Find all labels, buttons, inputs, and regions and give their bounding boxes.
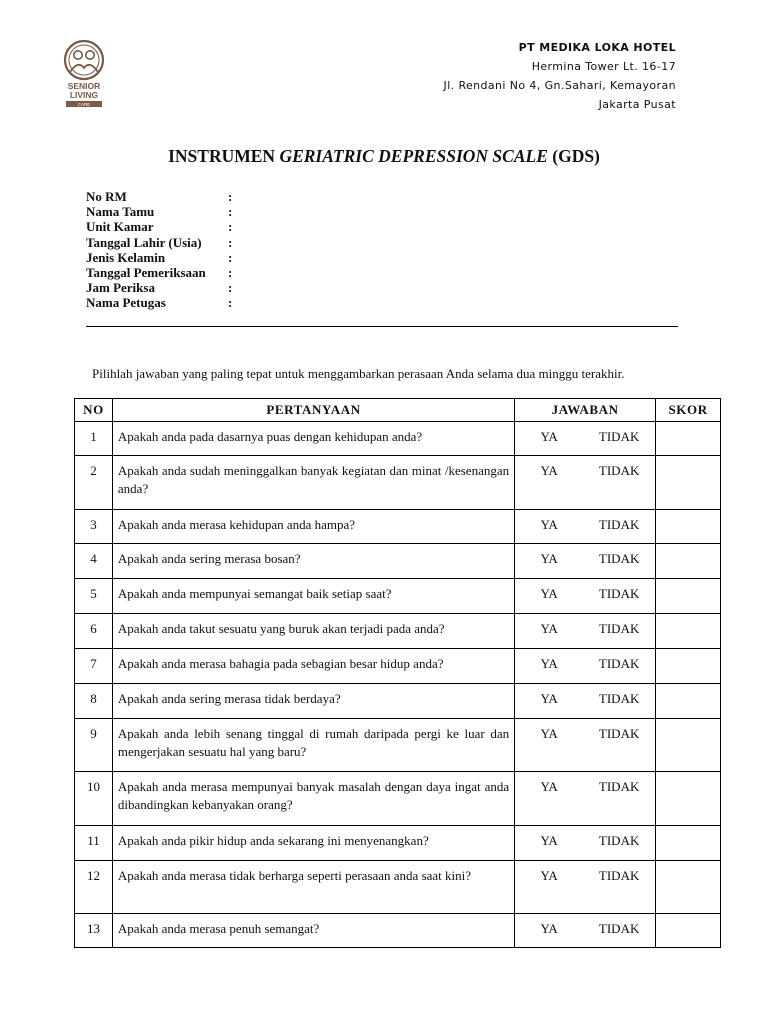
answer-cell xyxy=(515,826,656,861)
answer-tidak[interactable]: TIDAK xyxy=(598,726,640,741)
row-number: 12 xyxy=(75,861,113,914)
table-row xyxy=(75,719,721,772)
answer-tidak[interactable]: TIDAK xyxy=(598,779,640,794)
question-text: Apakah anda lebih senang tinggal di rumah daripada pergi ke luar dan mengerjakan sesuatu hal yang baru? xyxy=(112,719,514,772)
answer-tidak[interactable]: TIDAK xyxy=(598,621,640,636)
score-cell[interactable] xyxy=(656,510,721,544)
score-cell[interactable] xyxy=(656,826,721,861)
answer-ya[interactable]: YA xyxy=(540,779,558,794)
table-row xyxy=(75,826,721,861)
score-cell[interactable] xyxy=(656,422,721,456)
company-name: PT MEDIKA LOKA HOTEL xyxy=(518,41,676,54)
answer-cell xyxy=(515,579,656,614)
answer-cell xyxy=(515,914,656,948)
answer-tidak[interactable]: TIDAK xyxy=(598,656,640,671)
row-number: 2 xyxy=(75,456,113,510)
table-row xyxy=(75,579,721,614)
instruction-text: Pilihlah jawaban yang paling tepat untuk menggambarkan perasaan Anda selama dua minggu terakhir. xyxy=(92,366,625,381)
answer-ya[interactable]: YA xyxy=(540,726,558,741)
gds-table xyxy=(74,398,721,948)
question-text: Apakah anda pikir hidup anda sekarang ini menyenangkan? xyxy=(112,826,514,861)
answer-ya[interactable]: YA xyxy=(540,621,558,636)
question-text: Apakah anda sering merasa bosan? xyxy=(112,544,514,579)
row-number: 6 xyxy=(75,614,113,649)
answer-cell xyxy=(515,456,656,510)
score-cell[interactable] xyxy=(656,684,721,719)
question-text: Apakah anda takut sesuatu yang buruk akan terjadi pada anda? xyxy=(112,614,514,649)
answer-ya[interactable]: YA xyxy=(540,463,558,478)
address-line-2: Jl. Rendani No 4, Gn.Sahari, Kemayoran xyxy=(443,79,676,92)
answer-tidak[interactable]: TIDAK xyxy=(598,429,640,444)
answer-ya[interactable]: YA xyxy=(540,517,558,532)
divider-line xyxy=(86,326,678,327)
senior-living-care-logo xyxy=(58,38,110,114)
answer-tidak[interactable]: TIDAK xyxy=(598,868,640,883)
question-text: Apakah anda sudah meninggalkan banyak kegiatan dan minat /kesenangan anda? xyxy=(112,456,514,510)
question-text: Apakah anda merasa penuh semangat? xyxy=(112,914,514,948)
answer-cell xyxy=(515,649,656,684)
row-number: 8 xyxy=(75,684,113,719)
score-cell[interactable] xyxy=(656,579,721,614)
row-number: 11 xyxy=(75,826,113,861)
field-nama-tamu[interactable]: Nama Tamu : xyxy=(86,204,233,220)
row-number: 1 xyxy=(75,422,113,456)
table-row xyxy=(75,684,721,719)
header-score: SKOR xyxy=(656,399,721,422)
answer-cell xyxy=(515,719,656,772)
question-text: Apakah anda mempunyai semangat baik setiap saat? xyxy=(112,579,514,614)
row-number: 3 xyxy=(75,510,113,544)
score-cell[interactable] xyxy=(656,772,721,826)
answer-tidak[interactable]: TIDAK xyxy=(598,517,640,532)
field-unit-kamar[interactable]: Unit Kamar : xyxy=(86,219,233,235)
score-cell[interactable] xyxy=(656,649,721,684)
table-row xyxy=(75,649,721,684)
answer-cell xyxy=(515,544,656,579)
score-cell[interactable] xyxy=(656,456,721,510)
field-nama-petugas[interactable]: Nama Petugas : xyxy=(86,295,233,311)
row-number: 10 xyxy=(75,772,113,826)
score-cell[interactable] xyxy=(656,861,721,914)
table-row xyxy=(75,510,721,544)
question-text: Apakah anda sering merasa tidak berdaya? xyxy=(112,684,514,719)
patient-info-fields xyxy=(86,189,232,311)
score-cell[interactable] xyxy=(656,719,721,772)
answer-tidak[interactable]: TIDAK xyxy=(598,921,640,936)
table-header-row xyxy=(75,399,721,422)
table-row xyxy=(75,914,721,948)
answer-tidak[interactable]: TIDAK xyxy=(598,833,640,848)
table-row xyxy=(75,614,721,649)
row-number: 5 xyxy=(75,579,113,614)
answer-cell xyxy=(515,510,656,544)
svg-text:SENIOR: SENIOR xyxy=(67,81,101,91)
field-tanggal-lahir[interactable]: Tanggal Lahir (Usia) : xyxy=(86,234,233,250)
document-title: INSTRUMEN GERIATRIC DEPRESSION SCALE (GDS) xyxy=(168,146,600,166)
score-cell[interactable] xyxy=(656,544,721,579)
answer-tidak[interactable]: TIDAK xyxy=(598,586,640,601)
table-row xyxy=(75,422,721,456)
row-number: 4 xyxy=(75,544,113,579)
row-number: 13 xyxy=(75,914,113,948)
svg-text:LIVING: LIVING xyxy=(69,90,99,100)
field-jenis-kelamin[interactable]: Jenis Kelamin : xyxy=(86,249,233,265)
answer-ya[interactable]: YA xyxy=(540,691,558,706)
question-text: Apakah anda merasa tidak berharga seperti perasaan anda saat kini? xyxy=(112,861,514,914)
answer-cell xyxy=(515,422,656,456)
answer-cell xyxy=(515,614,656,649)
address-line-1: Hermina Tower Lt. 16-17 xyxy=(531,60,676,73)
table-row xyxy=(75,544,721,579)
row-number: 9 xyxy=(75,719,113,772)
question-text: Apakah anda merasa kehidupan anda hampa? xyxy=(112,510,514,544)
answer-ya[interactable]: YA xyxy=(540,868,558,883)
answer-cell xyxy=(515,861,656,914)
answer-ya[interactable]: YA xyxy=(540,921,558,936)
answer-ya[interactable]: YA xyxy=(540,429,558,444)
header-no: NO xyxy=(75,399,113,422)
row-number: 7 xyxy=(75,649,113,684)
answer-ya[interactable]: YA xyxy=(540,833,558,848)
svg-text:CARE: CARE xyxy=(77,102,91,107)
answer-ya[interactable]: YA xyxy=(540,586,558,601)
table-row xyxy=(75,456,721,510)
address-line-3: Jakarta Pusat xyxy=(598,98,676,111)
header-question: PERTANYAAN xyxy=(112,399,514,422)
question-text: Apakah anda merasa bahagia pada sebagian besar hidup anda? xyxy=(112,649,514,684)
answer-tidak[interactable]: TIDAK xyxy=(598,691,640,706)
field-jam-periksa[interactable]: Jam Periksa : xyxy=(86,280,233,296)
table-row xyxy=(75,772,721,826)
question-text: Apakah anda merasa mempunyai banyak masalah dengan daya ingat anda dibandingkan kebanyakan orang? xyxy=(112,772,514,826)
answer-ya[interactable]: YA xyxy=(540,551,558,566)
answer-ya[interactable]: YA xyxy=(540,656,558,671)
answer-cell xyxy=(515,772,656,826)
field-tanggal-pemeriksaan[interactable]: Tanggal Pemeriksaan : xyxy=(86,265,233,281)
field-no-rm[interactable]: No RM : xyxy=(86,189,233,204)
answer-tidak[interactable]: TIDAK xyxy=(598,463,640,478)
answer-cell xyxy=(515,684,656,719)
header-answer: JAWABAN xyxy=(515,399,656,422)
table-row xyxy=(75,861,721,914)
answer-tidak[interactable]: TIDAK xyxy=(598,551,640,566)
score-cell[interactable] xyxy=(656,614,721,649)
company-header xyxy=(444,38,676,114)
score-cell[interactable] xyxy=(656,914,721,948)
question-text: Apakah anda pada dasarnya puas dengan kehidupan anda? xyxy=(112,422,514,456)
